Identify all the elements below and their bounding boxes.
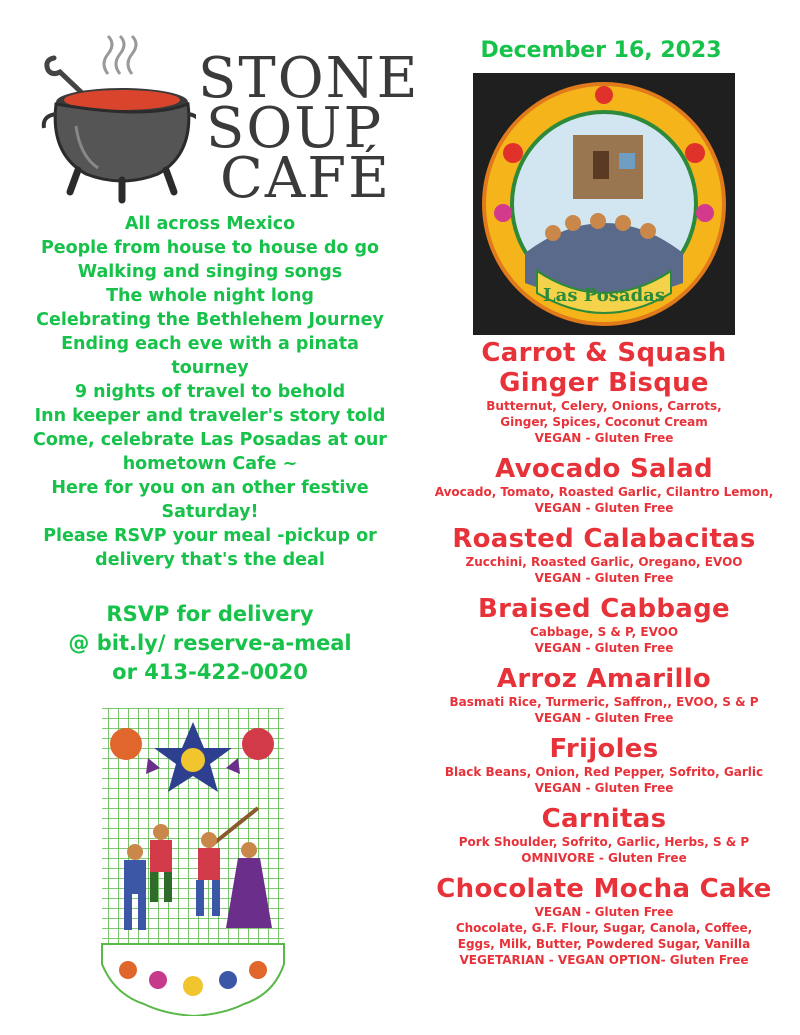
menu-item-diet-tag: VEGAN - Gluten Free — [534, 501, 674, 515]
poem-line: All across Mexico — [124, 214, 296, 234]
menu-item-name: Avocado Salad — [495, 454, 713, 484]
menu-item-name: Carrot & Squash — [481, 338, 727, 368]
poem-line: People from house to house do go — [40, 238, 380, 258]
menu-item — [412, 874, 796, 968]
poem-line: tourney — [171, 358, 249, 378]
menu-item-ingredients: Chocolate, G.F. Flour, Sugar, Canola, Coffee, — [455, 921, 753, 935]
rsvp-block — [10, 600, 410, 687]
menu-item-name: Chocolate Mocha Cake — [436, 874, 772, 904]
menu-item-ingredients: Pork Shoulder, Sofrito, Garlic, Herbs, S & P — [458, 835, 750, 849]
menu-item — [412, 524, 796, 586]
logo-text-stone: STONE — [198, 46, 420, 111]
rsvp-phone[interactable]: or 413-422-0020 — [112, 660, 308, 684]
poem-line: Come, celebrate Las Posadas at our — [33, 430, 387, 450]
menu-item-diet-tag: VEGAN - Gluten Free — [534, 781, 674, 795]
menu-item-ingredients: Basmati Rice, Turmeric, Saffron,, EVOO, S & P — [449, 695, 759, 709]
rsvp-link[interactable]: @ bit.ly/ reserve-a-meal — [68, 631, 352, 655]
menu-item-name: Braised Cabbage — [477, 594, 730, 624]
menu-item-ingredients: Cabbage, S & P, EVOO — [529, 625, 679, 639]
menu-item-ingredients: Ginger, Spices, Coconut Cream — [500, 415, 708, 429]
poem-line: Walking and singing songs — [77, 262, 343, 282]
menu-item — [412, 338, 796, 446]
menu-item-diet-tag: VEGAN - Gluten Free — [534, 711, 674, 725]
menu-item-name: Carnitas — [541, 804, 667, 834]
menu-item-name: Roasted Calabacitas — [452, 524, 756, 554]
menu-item-diet-tag: OMNIVORE - Gluten Free — [521, 851, 687, 865]
rsvp-heading: RSVP for delivery — [106, 602, 314, 626]
menu-item-diet-tag: VEGETARIAN - VEGAN OPTION- Gluten Free — [459, 953, 749, 967]
menu-list — [412, 338, 796, 976]
logo-text-soup: SOUP — [206, 96, 384, 161]
papel-picado-pinata-image — [98, 708, 288, 1016]
menu-item-ingredients: Black Beans, Onion, Red Pepper, Sofrito, Garlic — [444, 765, 764, 779]
menu-item-name: Arroz Amarillo — [496, 664, 712, 694]
poem-line: 9 nights of travel to behold — [74, 382, 346, 402]
event-date: December 16, 2023 — [480, 38, 722, 63]
plate-caption: Las Posadas — [543, 285, 665, 306]
menu-item-diet-tag: VEGAN - Gluten Free — [534, 431, 674, 445]
menu-item-name: Ginger Bisque — [499, 368, 709, 398]
menu-item — [412, 594, 796, 656]
menu-item-ingredients: Butternut, Celery, Onions, Carrots, — [486, 399, 722, 413]
posadas-plate-image — [473, 73, 735, 335]
menu-item-ingredients: Eggs, Milk, Butter, Powdered Sugar, Vanilla — [457, 937, 751, 951]
poem-line: delivery that's the deal — [95, 550, 325, 570]
poem-line: hometown Cafe ~ — [122, 454, 298, 474]
poem-line: Ending each eve with a pinata — [61, 334, 359, 354]
menu-item-diet-tag: VEGAN - Gluten Free — [534, 571, 674, 585]
poem-line: Saturday! — [161, 502, 259, 522]
poem-line: Inn keeper and traveler's story told — [34, 406, 386, 426]
menu-item-diet-tag: VEGAN - Gluten Free — [534, 641, 674, 655]
menu-item-ingredients: Avocado, Tomato, Roasted Garlic, Cilantro Lemon, — [434, 485, 774, 499]
logo-text-cafe: CAFÉ — [220, 146, 392, 211]
menu-item — [412, 664, 796, 726]
poem-block — [10, 212, 410, 572]
poem-line: Here for you on an other festive — [51, 478, 369, 498]
menu-item-ingredients: Zucchini, Roasted Garlic, Oregano, EVOO — [465, 555, 743, 569]
poem-line: The whole night long — [106, 286, 314, 306]
poem-line: Please RSVP your meal -pickup or — [43, 526, 377, 546]
menu-item — [412, 734, 796, 796]
menu-item — [412, 454, 796, 516]
soup-pot-icon — [36, 34, 196, 204]
menu-item — [412, 804, 796, 866]
menu-item-name: Frijoles — [549, 734, 659, 764]
menu-item-diet-tag: VEGAN - Gluten Free — [534, 905, 674, 919]
poem-line: Celebrating the Bethlehem Journey — [36, 310, 384, 330]
